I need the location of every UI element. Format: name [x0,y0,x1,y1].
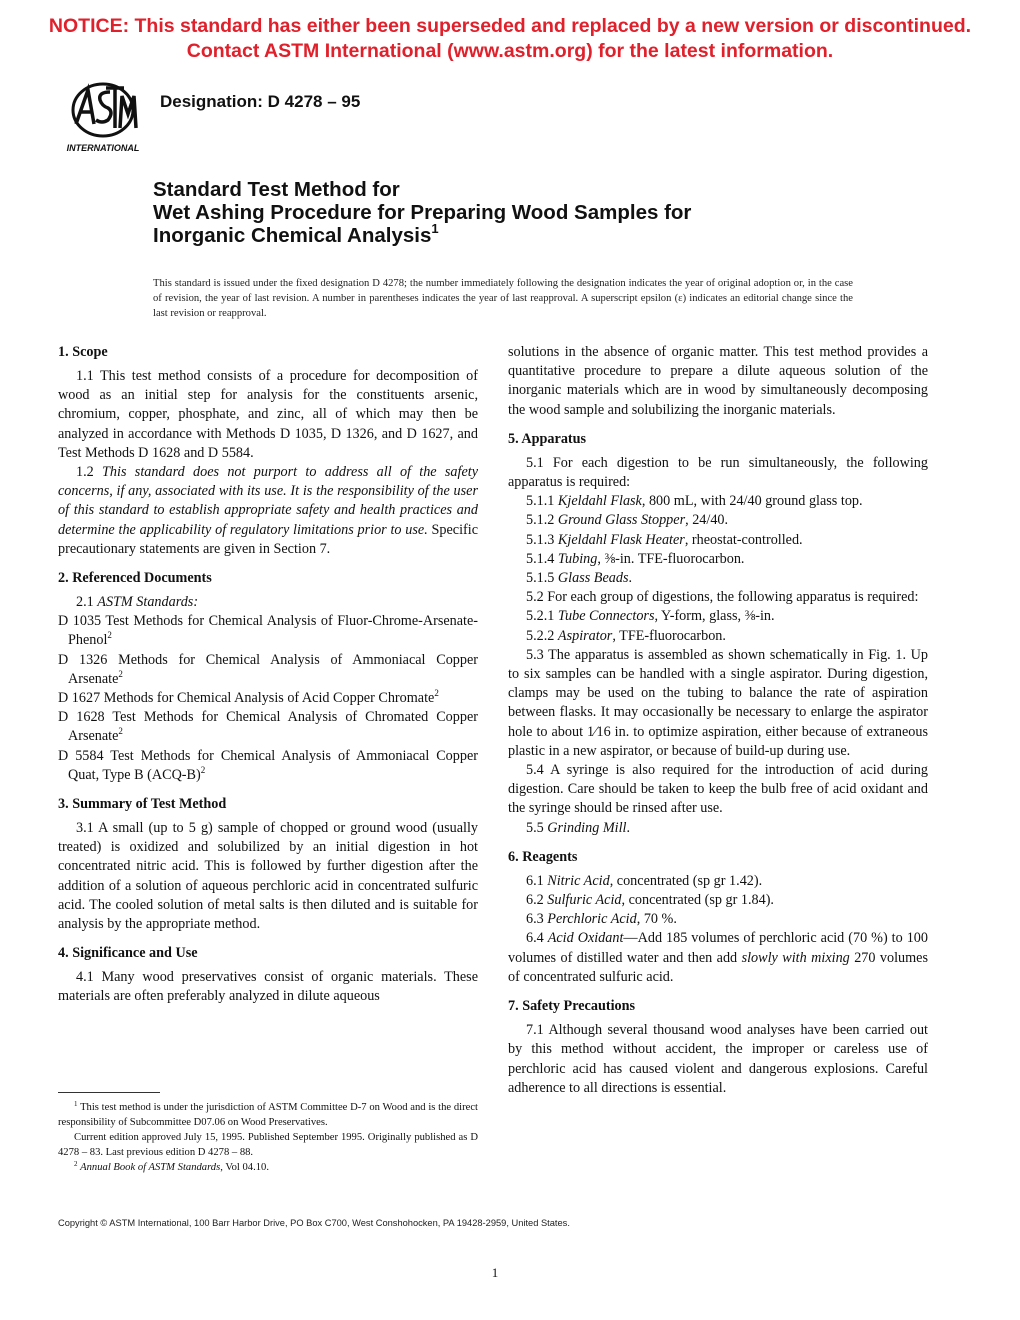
item-6-2: 6.2 Sulfuric Acid, concentrated (sp gr 1.84). [526,892,774,909]
item-5-1-2: 5.1.2 Ground Glass Stopper, 24/40. [526,512,729,529]
para-7-1: 7.1 Although several thousand wood analyses have been carried out by this method without accident, the improper or careless use of perchloric acid has caused violent and dangerous explosions. Careful adherence to all directions is essential. [508,1022,928,1096]
footnote-divider [58,1092,160,1093]
reagents-heading: 6. Reagents [508,848,578,865]
para-5-2: 5.2 For each group of digestions, the following apparatus is required: [526,589,919,606]
title-line-2: Wet Ashing Procedure for Preparing Wood Samples for [153,201,692,224]
para-1-1: 1.1 This test method consists of a procedure for decomposition of wood as an initial step for analysis for the constituents arsenic, chromium, copper, phosphate, and zinc, all of which may then be analyzed in accordance with Methods D 1035, D 1326, and D 1627, and Test Methods D 1628 and D 5584. [58,368,478,461]
para-2-1: 2.1 ASTM Standards: [76,594,199,611]
designation: Designation: D 4278 – 95 [160,92,361,111]
ref-item: D 5584 Test Methods for Chemical Analysis of Ammoniacal Copper Quat, Type B $(ACQ-B)^2$ [58,747,478,783]
item-6-1: 6.1 Nitric Acid, concentrated (sp gr 1.42). [526,872,763,889]
ref-item: D 1628 Test Methods for Chemical Analysis of Chromated Copper Arsenate$^2$ [58,709,478,745]
item-6-4: 6.4 Acid Oxidant—Add 185 volumes of perchloric acid (70 %) to 100 volumes of distilled water and then add slowly with mixing 270 volumes of concentrated sulfuric acid. [508,930,928,985]
item-5-1-4: 5.1.4 Tubing, ⅜-in. TFE-fluorocarbon. [526,550,745,567]
copyright: Copyright © ASTM International, 100 Barr Harbor Drive, PO Box C700, West Conshohocken, PA 19428-2959, United States. [58,1218,570,1228]
item-5-2-1: 5.2.1 Tube Connectors, Y-form, glass, ⅜-in. [526,608,775,625]
safety-heading: 7. Safety Precautions [508,998,636,1015]
para-5-3: 5.3 The apparatus is assembled as shown schematically in Fig. 1. Up to six samples can be handled with a single aspirator. During digestion, clamps may be used on the tubing to balance the rate of aspiration between flasks. It may occasionally be necessary to enlarge the aspirator hole to about 1⁄16 in. to optimize aspiration, either because of extraneous plastic in a new aspirator, or because of build-up during use. [508,646,928,759]
scope-heading: 1. Scope [58,344,108,360]
superseded-notice [0,14,1020,64]
notice-line-2: Contact ASTM International (www.astm.org) for the latest information. [186,40,834,62]
para-4-1-a: 4.1 Many wood preservatives consist of organic materials. These materials are often preferably analyzed in dilute aqueous [58,969,478,1005]
footnote-2: $^2$ Annual Book of ASTM Standards, Vol 04.10. [74,1160,269,1173]
title-line-3: Inorganic Chemical Analysis$^1$ [153,221,439,247]
issued-note: This standard is issued under the fixed designation D 4278; the number immediately following the designation indicates the year of original adoption or, in the case of revision, the year of last revision. A number in parentheses indicates the year of last reapproval. A superscript epsilon (ε) indicates an editorial change since the last revision or reapproval. [153,278,853,319]
item-5-1-5: 5.1.5 Glass Beads. [526,570,633,587]
title-footnote-mark: 1 [431,221,439,236]
astm-logo [58,80,148,154]
document-title [153,178,873,247]
referenced-heading: 2. Referenced Documents [58,570,212,587]
apparatus-heading: 5. Apparatus [508,430,587,447]
item-5-5: 5.5 Grinding Mill. [526,819,631,836]
page-number: 1 [491,1265,499,1280]
para-1-2: 1.2 This standard does not purport to address all of the safety concerns, if any, associated with its use. It is the responsibility of the user of this standard to establish appropriate safety and health practices and determine the applicability of regulatory limitations prior to use. Specific precautionary statements are given in Section 7. [58,464,479,557]
logo-international-text: INTERNATIONAL [66,143,140,153]
astm-logo-icon [58,80,148,154]
item-5-2-2: 5.2.2 Aspirator, TFE-fluorocarbon. [526,627,726,644]
title-line-1: Standard Test Method for [153,178,400,201]
para-5-1: 5.1 For each digestion to be run simultaneously, the following apparatus is required: [508,454,928,491]
para-3-1: 3.1 A small (up to 5 g) sample of chopped or ground wood (usually treated) is oxidized and solubilized by an initial digestion in hot concentrated nitric acid. This is followed by further digestion after the addition of a solution of aqueous perchloric acid in concentrated sulfuric acid. The cooled solution of metal salts is then diluted and is suitable for analysis by the appropriate method. [58,820,478,933]
para-4-1-b: solutions in the absence of organic matter. This test method provides a quantitative procedure to prepare a dilute aqueous solution of the inorganic materials which are in wood by simultaneously decomposing the wood sample and solubilizing the inorganic materials. [508,344,928,418]
item-6-3: 6.3 Perchloric Acid, 70 %. [526,911,677,928]
footnote-1a: $^1$ This test method is under the jurisdiction of ASTM Committee D-7 on Wood and is the direct responsibility of Subcommittee D07.06 on Wood Preservatives. [58,1100,478,1128]
item-5-1-1: 5.1.1 Kjeldahl Flask, 800 mL, with 24/40 ground glass top. [526,493,863,510]
notice-line-1: NOTICE: This standard has either been superseded and replaced by a new version or discontinued. [48,15,972,37]
item-5-1-3: 5.1.3 Kjeldahl Flask Heater, rheostat-controlled. [526,531,803,548]
left-column [58,343,478,1007]
ref-item: D 1326 Methods for Chemical Analysis of Ammoniacal Copper Arsenate$^2$ [58,651,478,687]
right-column [508,343,928,1098]
footnote-1b: Current edition approved July 15, 1995. Published September 1995. Originally published as D 4278 – 83. Last previous edition D 4278 – 88. [58,1132,478,1158]
significance-heading: 4. Significance and Use [58,945,198,962]
para-5-4: 5.4 A syringe is also required for the introduction of acid during digestion. Care should be taken to keep the bulb free of acid oxidant and the syringe should be rinsed after use. [508,762,928,817]
footnotes [58,1100,478,1175]
ref-item: D 1627 Methods for Chemical Analysis of Acid Copper Chromate$^2$ [58,688,439,707]
ref-item: D 1035 Test Methods for Chemical Analysis of Fluor-Chrome-Arsenate-Phenol$^2$ [58,613,478,649]
summary-heading: 3. Summary of Test Method [58,796,227,813]
